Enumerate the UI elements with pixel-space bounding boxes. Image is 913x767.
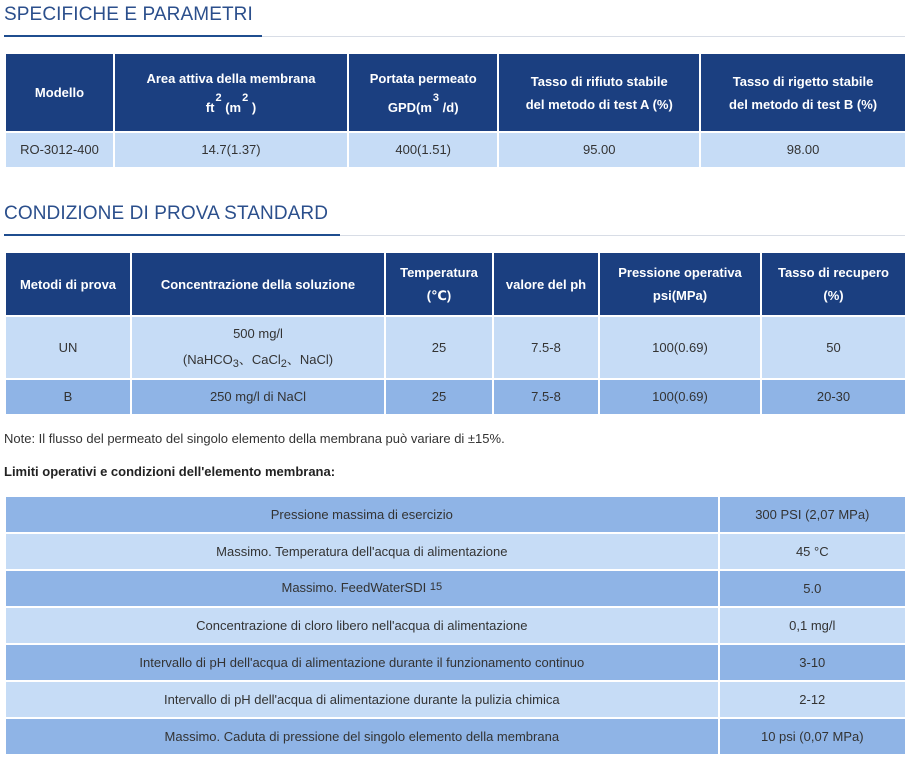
- header-flow: [349, 54, 497, 131]
- header-rejection-a: Tasso di rifiuto stabile del metodo di test A (%): [499, 54, 699, 131]
- header-temperature: Temperatura (℃): [386, 253, 492, 315]
- header-model: Modello: [6, 54, 113, 131]
- specs-header-row: [6, 54, 905, 131]
- limit-value: 10 psi (0,07 MPa): [720, 719, 905, 754]
- header-concentration: Concentrazione della soluzione: [132, 253, 384, 315]
- header-rejection-b: Tasso di rigetto stabile del metodo di test B (%): [701, 54, 905, 131]
- conditions-title-underline: [4, 234, 340, 236]
- flux-note: Note: Il flusso del permeato del singolo elemento della membrana può variare di ±15%.: [4, 431, 505, 446]
- limit-value: 2-12: [720, 682, 905, 717]
- table-row: [6, 534, 905, 569]
- limit-label: Pressione massima di esercizio: [6, 497, 718, 532]
- conditions-section-title: CONDIZIONE DI PROVA STANDARD: [4, 203, 329, 224]
- specs-table: [4, 52, 907, 169]
- limit-value: 3-10: [720, 645, 905, 680]
- table-row: [6, 497, 905, 532]
- cell-concentration: 250 mg/l di NaCl: [132, 380, 384, 414]
- cell-rejection-a: 95.00: [499, 133, 699, 167]
- cell-method: B: [6, 380, 130, 414]
- conditions-title-rule: [340, 235, 905, 236]
- limit-label: Massimo. Caduta di pressione del singolo elemento della membrana: [6, 719, 718, 754]
- specs-title-underline: [4, 35, 262, 37]
- table-row: [6, 380, 905, 414]
- limit-value: 0,1 mg/l: [720, 608, 905, 643]
- table-row: [6, 645, 905, 680]
- header-area: [115, 54, 347, 131]
- header-ph: valore del ph: [494, 253, 598, 315]
- table-row: [6, 719, 905, 754]
- cell-concentration: 500 mg/l (NaHCO$_3$、CaCl$_2$、NaCl): [132, 317, 384, 378]
- cell-model: RO-3012-400: [6, 133, 113, 167]
- cell-flow: 400(1.51): [349, 133, 497, 167]
- header-flow-line1: Portata permeato: [369, 70, 477, 86]
- table-row: [6, 133, 905, 167]
- cell-method: UN: [6, 317, 130, 378]
- conditions-table: [4, 251, 907, 416]
- header-flow-unit: $GPD(m^3$ /d): [387, 91, 459, 115]
- header-area-line1: Area attiva della membrana: [146, 70, 316, 86]
- limit-label: Massimo. FeedWaterSDI 15: [6, 571, 718, 606]
- limits-table: [4, 495, 907, 756]
- limits-title: Limiti operativi e condizioni dell'elemento membrana:: [4, 464, 336, 479]
- table-row: [6, 317, 905, 378]
- header-area-unit: $ft^2$ ($m^2$ ): [205, 91, 257, 115]
- header-pressure: Pressione operativa psi(MPa): [600, 253, 760, 315]
- cell-pressure: 100(0.69): [600, 317, 760, 378]
- cell-ph: 7.5-8: [494, 380, 598, 414]
- limit-label: Concentrazione di cloro libero nell'acqua di alimentazione: [6, 608, 718, 643]
- table-row: [6, 608, 905, 643]
- cell-pressure: 100(0.69): [600, 380, 760, 414]
- header-method: Metodi di prova: [6, 253, 130, 315]
- limit-value: 45 °C: [720, 534, 905, 569]
- header-recovery: Tasso di recupero (%): [762, 253, 905, 315]
- specs-section-title: SPECIFICHE E PARAMETRI: [4, 4, 253, 25]
- cell-temperature: 25: [386, 317, 492, 378]
- cell-ph: 7.5-8: [494, 317, 598, 378]
- cell-rejection-b: 98.00: [701, 133, 905, 167]
- cell-recovery: 20-30: [762, 380, 905, 414]
- limit-label: Intervallo di pH dell'acqua di alimentazione durante la pulizia chimica: [6, 682, 718, 717]
- limit-label: Intervallo di pH dell'acqua di alimentazione durante il funzionamento continuo: [6, 645, 718, 680]
- limit-value: 5.0: [720, 571, 905, 606]
- limit-label: Massimo. Temperatura dell'acqua di alimentazione: [6, 534, 718, 569]
- limit-value: 300 PSI (2,07 MPa): [720, 497, 905, 532]
- cell-area: 14.7(1.37): [115, 133, 347, 167]
- cell-recovery: 50: [762, 317, 905, 378]
- table-row: [6, 571, 905, 606]
- table-row: [6, 682, 905, 717]
- specs-title-rule: [262, 36, 905, 37]
- cell-temperature: 25: [386, 380, 492, 414]
- conditions-header-row: [6, 253, 905, 315]
